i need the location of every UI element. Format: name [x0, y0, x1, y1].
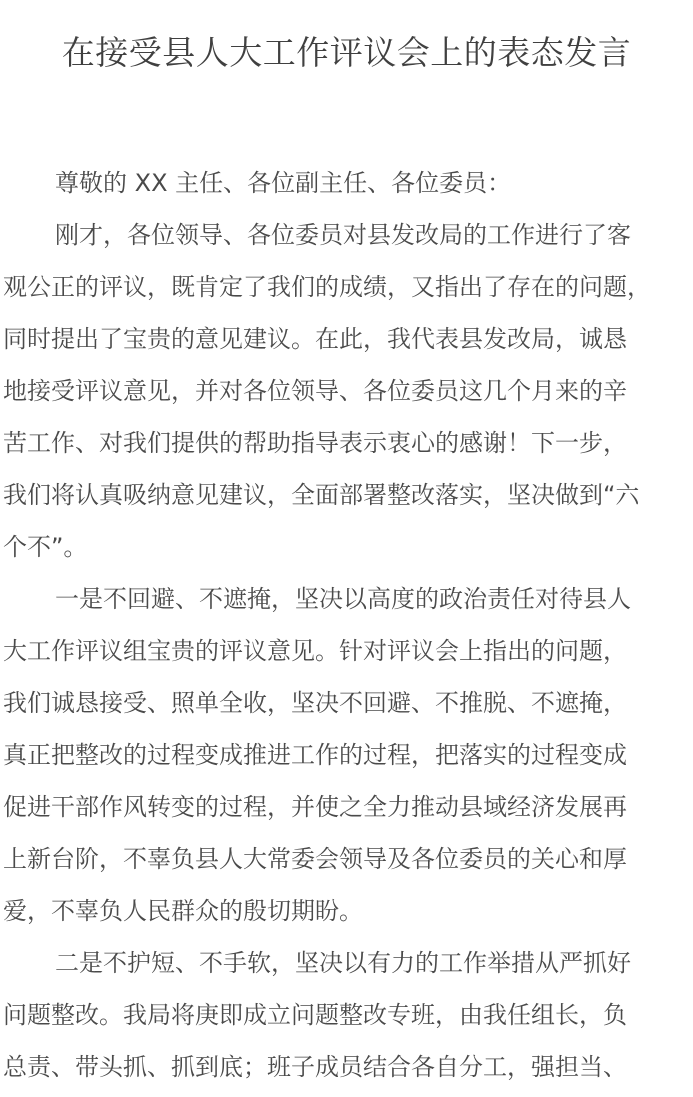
paragraph-line: 一是不回避、不遮掩，坚决以高度的政治责任对待县人 [55, 585, 631, 613]
paragraph-line: 真正把整改的过程变成推进工作的过程，把落实的过程变成 [3, 741, 627, 769]
paragraph-line: 二是不护短、不手软，坚决以有力的工作举措从严抓好 [55, 949, 631, 977]
paragraph-line: 地接受评议意见，并对各位领导、各位委员这几个月来的辛 [3, 377, 627, 405]
paragraph-line: 总责、带头抓、抓到底；班子成员结合各自分工，强担当、 [3, 1053, 627, 1081]
document-body [3, 157, 693, 1093]
paragraph-line: 问题整改。我局将庚即成立问题整改专班，由我任组长，负 [3, 1001, 627, 1029]
document-title: 在接受县人大工作评议会上的表态发言 [61, 33, 632, 72]
paragraph-line: 大工作评议组宝贵的评议意见。针对评议会上指出的问题， [3, 637, 627, 665]
paragraph-line: 刚才，各位领导、各位委员对县发改局的工作进行了客 [55, 221, 631, 249]
paragraph-line: 同时提出了宝贵的意见建议。在此，我代表县发改局，诚恳 [3, 325, 627, 353]
paragraph-line: 促进干部作风转变的过程，并使之全力推动县域经济发展再 [3, 793, 627, 821]
paragraph-line: 上新台阶，不辜负县人大常委会领导及各位委员的关心和厚 [3, 845, 627, 873]
paragraph-line: 苦工作、对我们提供的帮助指导表示衷心的感谢！下一步， [3, 429, 627, 457]
paragraph-line: 个不”。 [3, 533, 88, 561]
paragraph-line: 我们将认真吸纳意见建议，全面部署整改落实，坚决做到“六 [3, 481, 640, 509]
paragraph-line: 我们诚恳接受、照单全收，坚决不回避、不推脱、不遮掩， [3, 689, 627, 717]
paragraph-line: 爱，不辜负人民群众的殷切期盼。 [3, 897, 363, 925]
salutation-line: 尊敬的 XX 主任、各位副主任、各位委员： [55, 169, 512, 197]
paragraph-line: 观公正的评议，既肯定了我们的成绩，又指出了存在的问题， [3, 273, 651, 301]
